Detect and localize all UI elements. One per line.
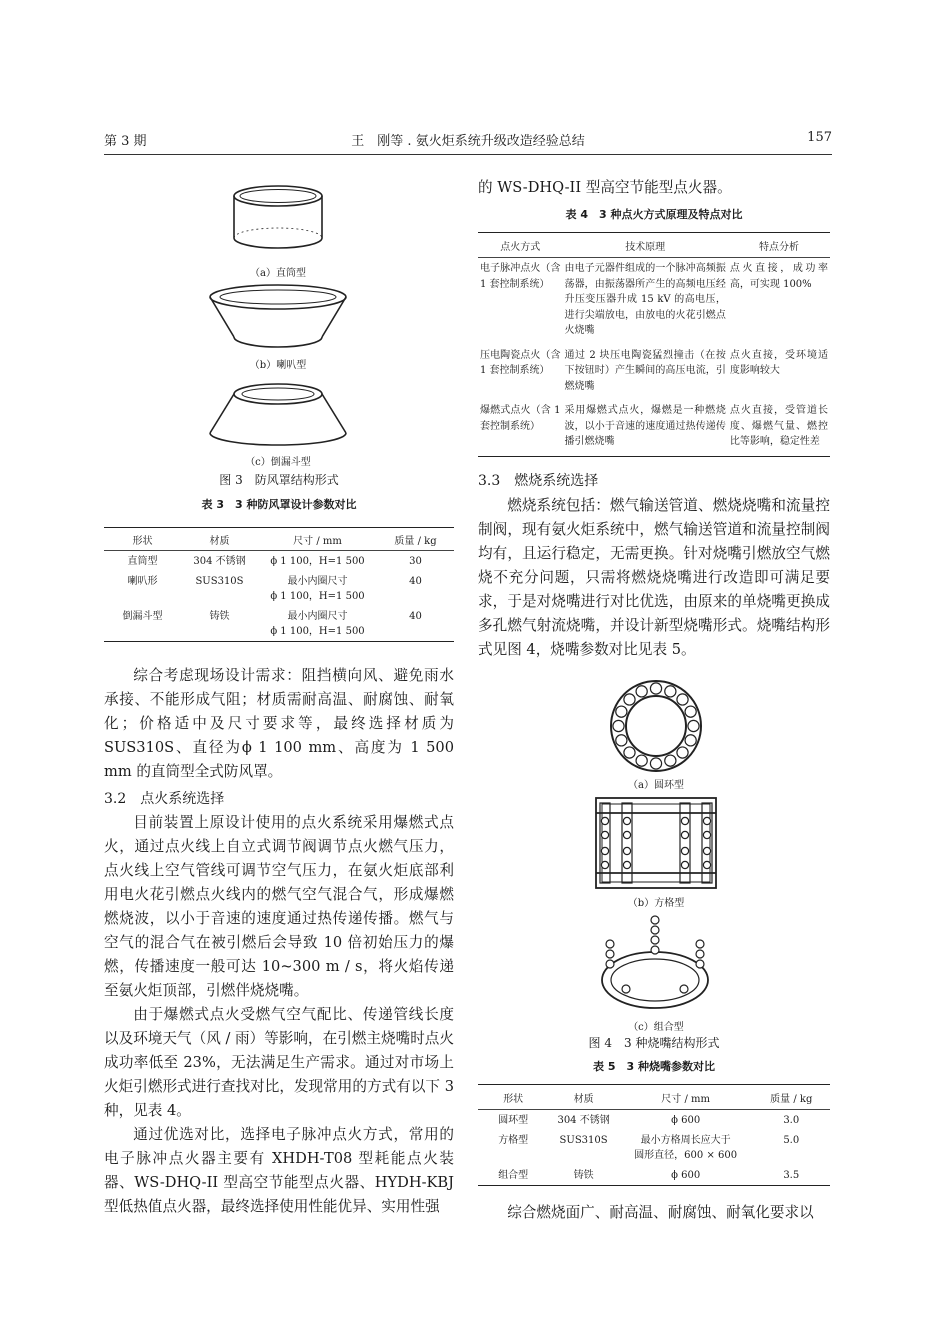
table-cell: 电子脉冲点火（含 1 套控制系统） [480, 263, 561, 290]
column-header: 点火方式 [478, 233, 562, 258]
table-cell: SUS310S [559, 1135, 608, 1146]
column-header: 材质 [548, 1085, 618, 1110]
burner-hole [623, 831, 630, 838]
table-cell: 30 [409, 556, 422, 567]
paragraph-continuation: 的 WS-DHQ-II 型高空节能型点火器。 [478, 179, 732, 196]
table-cell [619, 1130, 753, 1165]
burner-hole [623, 861, 630, 868]
figure-3b-label: （b）喇叭型 [249, 360, 307, 371]
burner-hole [606, 960, 614, 968]
cell-line: 最小方格周长应大于 [640, 1135, 731, 1146]
cell-line: 最小内圈尺寸 [287, 576, 348, 587]
column-header: 质量 / kg [753, 1085, 830, 1110]
burner-hole [703, 847, 710, 854]
table-cell: 铸铁 [209, 611, 230, 622]
paragraph: 由于爆燃式点火受燃气空气配比、传递管线长度以及环境天气（风 / 雨）等影响，在引燃主烧嘴时点火成功率低至 23%，无法满足生产需求。通过对市场上火炬引燃形式进行查找对比，发现常用的方式有以下 3 种，见表 4。 [104, 1006, 454, 1119]
burner-hole [601, 861, 608, 868]
table-row [478, 345, 830, 401]
figure-3c-label: （c）倒漏斗型 [245, 457, 311, 468]
burner-hole [601, 847, 608, 854]
right-body-2 [478, 494, 830, 662]
right-body-3 [478, 1201, 830, 1225]
figure-4-ring-burner [608, 678, 704, 774]
figure-4c-label: （c）组合型 [628, 1022, 684, 1033]
burner-hole [681, 831, 688, 838]
figure-4-caption: 图 4 3 种烧嘴结构形式 [588, 1036, 720, 1050]
burner-hole [703, 831, 710, 838]
table-cell [619, 1165, 753, 1186]
burner-hole [613, 720, 624, 731]
table-cell: 40 [409, 611, 422, 622]
table-cell [258, 571, 377, 606]
paragraph: 目前装置上原设计使用的点火系统采用爆燃式点火，通过点火线上自立式调节阀调节点火燃气压力，点火线上空气管线可调节空气压力，在氨火炬底部利用电火花引燃点火线内的燃气空气混合气，形成爆燃燃烧波，以小于音速的速度通过热传递传播。燃气与空气的混合气在被引燃后会导致 10 倍初始压力的爆燃，传播速度一般可达 10~300 m / s，将火焰传递至氨火炬顶部，引燃伴烧烧嘴。 [104, 814, 454, 999]
table-cell: 喇叭形 [127, 576, 158, 587]
burner-hole [651, 926, 659, 934]
section-3-2-heading: 3.2 点火系统选择 [104, 791, 225, 807]
cell-line: ϕ 1 100，H=1 500 [270, 556, 365, 567]
burner-hole [624, 747, 635, 758]
column-header: 尺寸 / mm [619, 1085, 753, 1110]
burner-hole [665, 755, 676, 766]
table-cell: 点火直接，受管道长度、爆燃气量、燃控比等影响，稳定性差 [729, 405, 828, 447]
figure-3-straight-cylinder [228, 182, 328, 260]
section-3-3-heading: 3.3 燃烧系统选择 [478, 473, 599, 489]
table-row [478, 258, 830, 345]
burner-hole [636, 755, 647, 766]
left-body-1 [104, 664, 454, 784]
table-row [478, 1110, 830, 1131]
burner-hole [623, 817, 630, 824]
burner-hole [601, 817, 608, 824]
table-4 [478, 232, 830, 457]
paragraph: 综合燃烧面广、耐高温、耐腐蚀、耐氧化要求以 [507, 1204, 814, 1221]
burner-hole [703, 861, 710, 868]
table-cell: 点火直接，受环境适度影响较大 [729, 349, 828, 376]
figure-4b-label: （b）方格型 [627, 898, 685, 909]
burner-hole [623, 847, 630, 854]
table-row [478, 1165, 830, 1186]
table-row [104, 551, 454, 572]
issue-number: 第 3 期 [104, 134, 147, 149]
table-cell: 304 不锈钢 [193, 556, 246, 567]
burner-hole [624, 694, 635, 705]
burner-hole [616, 735, 627, 746]
column-header: 技术原理 [562, 233, 727, 258]
burner-hole [606, 940, 614, 948]
table-header-row [478, 1085, 830, 1110]
right-body-1 [478, 176, 830, 200]
table-header-row [478, 233, 830, 258]
burner-hole [677, 694, 688, 705]
burner-hole [665, 686, 676, 697]
burner-hole [703, 817, 710, 824]
table-cell: 圆环型 [498, 1115, 529, 1126]
burner-hole [650, 683, 661, 694]
table-5 [478, 1084, 830, 1186]
figure-3-horn [204, 282, 352, 354]
cell-line: 圆形直径，600 × 600 [634, 1150, 738, 1161]
figure-4a-label: （a）圆环型 [628, 780, 684, 791]
burner-hole [685, 735, 696, 746]
table-cell: 由电子元器件组成的一个脉冲高频振荡器，由振荡器所产生的高频电压经升压变压器升成 15 kV 的高电压，进行尖端放电，由放电的火花引燃点火烧嘴 [564, 263, 726, 336]
column-header: 形状 [104, 528, 181, 551]
left-body-2 [104, 811, 454, 1219]
figure-3-inverted-funnel [204, 378, 352, 450]
table-row [478, 400, 830, 456]
burner-hole [696, 950, 704, 958]
cell-line: ϕ 600 [671, 1115, 701, 1126]
burner-hole [677, 747, 688, 758]
table-cell: 组合型 [498, 1170, 529, 1181]
burner-hole [681, 861, 688, 868]
table-cell: 点火直接，成功率高，可实现 100% [729, 263, 828, 290]
paragraph: 燃烧系统包括：燃气输送管道、燃烧烧嘴和流量控制阀，现有氨火炬系统中，燃气输送管道和流量控制阀均有，且运行稳定，无需更换。针对烧嘴引燃放空气燃烧不充分问题，只需将燃烧烧嘴进行改造即可满足要求，于是对烧嘴进行对比优选，由原来的单烧嘴更换成多孔燃气射流烧嘴，并设计新型烧嘴形式。烧嘴结构形式见图 4，烧嘴参数对比见表 5。 [478, 497, 830, 658]
figure-4-grid-burner [593, 795, 719, 891]
table-row [104, 606, 454, 642]
burner-hole [685, 706, 696, 717]
burner-hole [651, 916, 659, 924]
burner-hole [606, 950, 614, 958]
burner-hole [651, 946, 659, 954]
burner-hole [616, 706, 627, 717]
table-cell: 304 不锈钢 [557, 1115, 610, 1126]
table-cell [258, 606, 377, 642]
table-row [478, 1130, 830, 1165]
column-header: 特点分析 [728, 233, 830, 258]
column-header: 形状 [478, 1085, 548, 1110]
table-4-caption: 表 4 3 种点火方式原理及特点对比 [565, 208, 743, 221]
burner-hole [696, 960, 704, 968]
cell-line: ϕ 1 100，H=1 500 [270, 591, 365, 602]
grid-pipe [680, 803, 690, 883]
cell-line: 最小内圈尺寸 [287, 611, 348, 622]
running-title: 王 刚等 . 氨火炬系统升级改造经验总结 [351, 134, 585, 149]
table-3 [104, 527, 454, 642]
table-5-caption: 表 5 3 种烧嘴参数对比 [593, 1060, 715, 1073]
burner-hole [680, 985, 688, 993]
burner-hole [681, 847, 688, 854]
page-header [104, 130, 832, 155]
table-row [104, 571, 454, 606]
burner-hole [651, 936, 659, 944]
figure-4-combined-burner [596, 914, 714, 1016]
table-cell: 方格型 [498, 1135, 529, 1146]
table-cell: 压电陶瓷点火（含 1 套控制系统） [480, 349, 561, 376]
page-number: 157 [807, 130, 832, 145]
table-cell: 倒漏斗型 [122, 611, 163, 622]
burner-hole [636, 686, 647, 697]
table-cell [258, 551, 377, 572]
figure-3-caption: 图 3 防风罩结构形式 [219, 473, 339, 487]
burner-hole [622, 985, 630, 993]
table-cell: 采用爆燃式点火，爆燃是一种燃烧波，以小于音速的速度通过热传递传播引燃烧嘴 [564, 405, 726, 447]
table-cell: 3.5 [783, 1170, 800, 1181]
table-cell: 40 [409, 576, 422, 587]
table-header-row [104, 528, 454, 551]
cell-line: ϕ 1 100，H=1 500 [270, 626, 365, 637]
table-cell: 通过 2 块压电陶瓷猛烈撞击（在按下按钮时）产生瞬间的高压电流，引燃烧嘴 [564, 349, 726, 392]
column-header: 质量 / kg [377, 528, 454, 551]
table-cell: SUS310S [195, 576, 244, 587]
burner-hole [688, 720, 699, 731]
table-cell [619, 1110, 753, 1131]
paragraph: 综合考虑现场设计需求：阻挡横向风、避免雨水承接、不能形成气阻；材质需耐高温、耐腐蚀、耐氧化；价格适中及尺寸要求等，最终选择材质为SUS310S、直径为ϕ 1 100 mm、高度为 1 500 mm 的直筒型全式防风罩。 [104, 667, 454, 780]
paragraph: 通过优选对比，选择电子脉冲点火方式，常用的电子脉冲点火器主要有 XHDH-T08 型耗能点火装器、WS-DHQ-II 型高空节能型点火器、HYDH-KBJ 型低热值点火器，最终选择使用性能优异、实用性强 [104, 1126, 454, 1215]
table-cell: 爆燃式点火（含 1 套控制系统） [480, 405, 561, 432]
cell-line: ϕ 600 [671, 1170, 701, 1181]
burner-hole [601, 831, 608, 838]
table-cell: 5.0 [783, 1135, 800, 1146]
grid-pipe [622, 803, 632, 883]
figure-3a-label: （a）直筒型 [250, 268, 306, 279]
table-cell: 3.0 [783, 1115, 800, 1126]
column-header: 材质 [181, 528, 258, 551]
table-cell: 铸铁 [573, 1170, 594, 1181]
table-cell: 直筒型 [127, 556, 158, 567]
column-header: 尺寸 / mm [258, 528, 377, 551]
burner-hole [681, 817, 688, 824]
table-3-caption: 表 3 3 种防风罩设计参数对比 [201, 498, 357, 511]
burner-hole [696, 940, 704, 948]
burner-hole [650, 758, 661, 769]
